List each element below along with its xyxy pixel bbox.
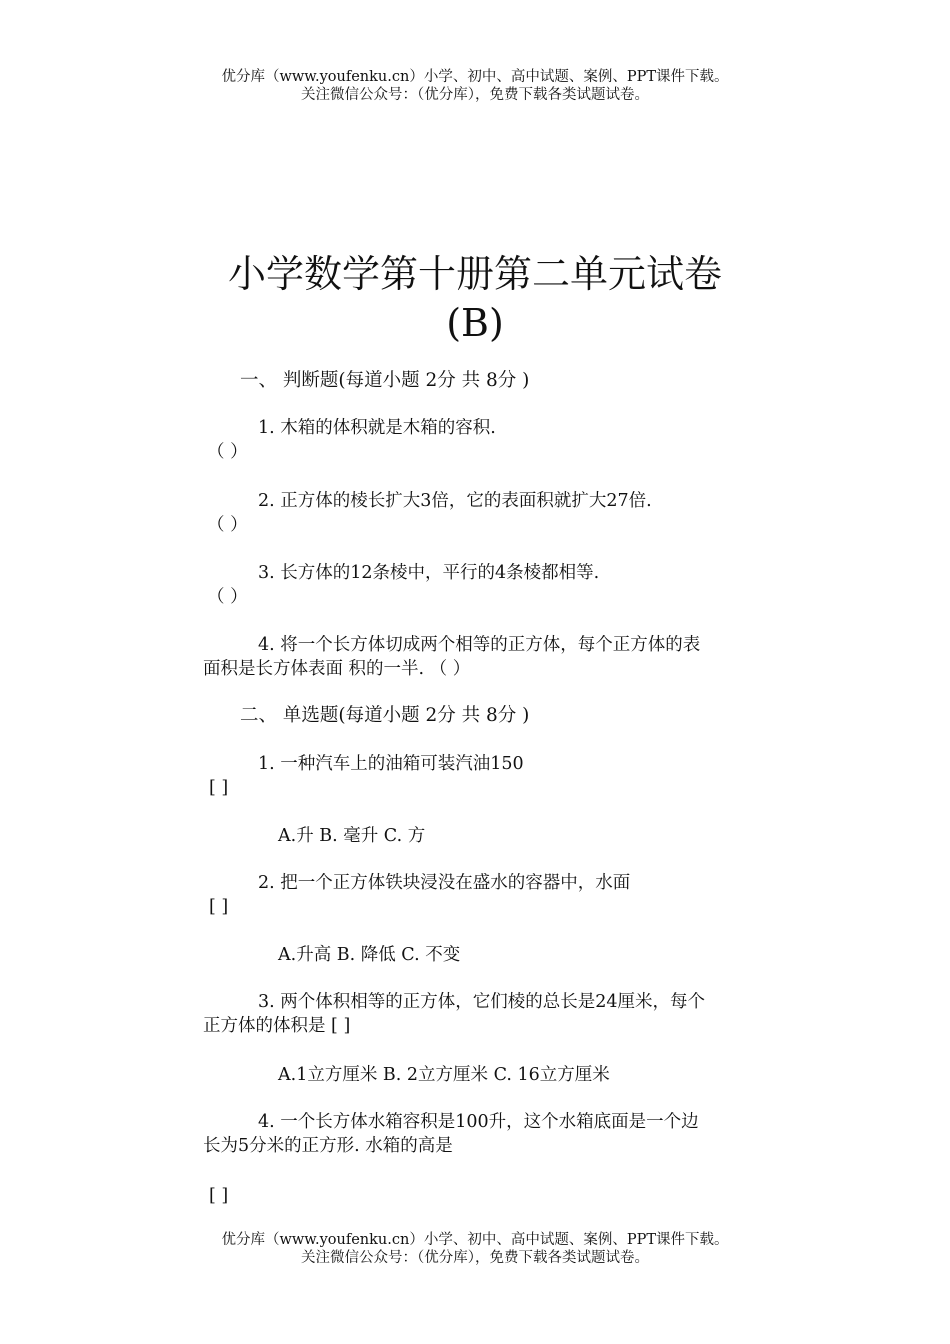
header-line-2: 关注微信公众号：（优分库），免费下载各类试题试卷。: [301, 87, 649, 103]
page-footer: [0, 1231, 950, 1267]
footer-line-2: 关注微信公众号：（优分库），免费下载各类试题试卷。: [301, 1250, 649, 1266]
s2-question-2: 2. 把一个正方体铁块浸没在盛水的容器中，水面: [258, 873, 631, 893]
s1-question-1: 1. 木箱的体积就是木箱的容积.: [258, 418, 496, 438]
s2-question-4-blank: [ ]: [209, 1186, 229, 1206]
s2-question-3-line-2: 正方体的体积是 [ ]: [203, 1016, 351, 1036]
s1-question-4-line-2: 面积是长方体表面 积的一半. （ ）: [203, 659, 471, 679]
s2-question-2-blank: [ ]: [209, 897, 229, 917]
section2-heading: 二、 单选题(每道小题 2分 共 8分 ): [240, 705, 530, 726]
s2-question-4-line-2: 长为5分米的正方形. 水箱的高是: [203, 1136, 453, 1156]
exam-title-version: (B): [446, 301, 504, 345]
s2-question-1: 1. 一种汽车上的油箱可装汽油150: [258, 754, 524, 774]
s2-question-3-options: A.1立方厘米 B. 2立方厘米 C. 16立方厘米: [278, 1065, 610, 1085]
s2-question-2-options: A.升高 B. 降低 C. 不变: [278, 945, 461, 965]
header-line-1: 优分库（www.youfenku.cn）小学、初中、高中试题、案例、PPT课件下载。: [221, 69, 729, 85]
page-header: [0, 68, 950, 104]
exam-title: 小学数学第十册第二单元试卷: [227, 252, 722, 296]
s1-question-2: 2. 正方体的棱长扩大3倍，它的表面积就扩大27倍.: [258, 491, 652, 511]
footer-line-1: 优分库（www.youfenku.cn）小学、初中、高中试题、案例、PPT课件下载。: [221, 1232, 729, 1248]
s2-question-3-line-1: 3. 两个体积相等的正方体，它们棱的总长是24厘米，每个: [258, 992, 706, 1012]
s2-question-1-blank: [ ]: [209, 778, 229, 798]
s1-question-2-blank: （ ）: [207, 515, 248, 535]
s1-question-4-line-1: 4. 将一个长方体切成两个相等的正方体，每个正方体的表: [258, 635, 701, 655]
s1-question-1-blank: （ ）: [207, 442, 248, 462]
section1-heading: 一、 判断题(每道小题 2分 共 8分 ): [240, 370, 530, 391]
s2-question-4-line-1: 4. 一个长方体水箱容积是100升，这个水箱底面是一个边: [258, 1112, 699, 1132]
s1-question-3: 3. 长方体的12条棱中，平行的4条棱都相等.: [258, 563, 600, 583]
s2-question-1-options: A.升 B. 毫升 C. 方: [278, 826, 426, 846]
s1-question-3-blank: （ ）: [207, 587, 248, 607]
